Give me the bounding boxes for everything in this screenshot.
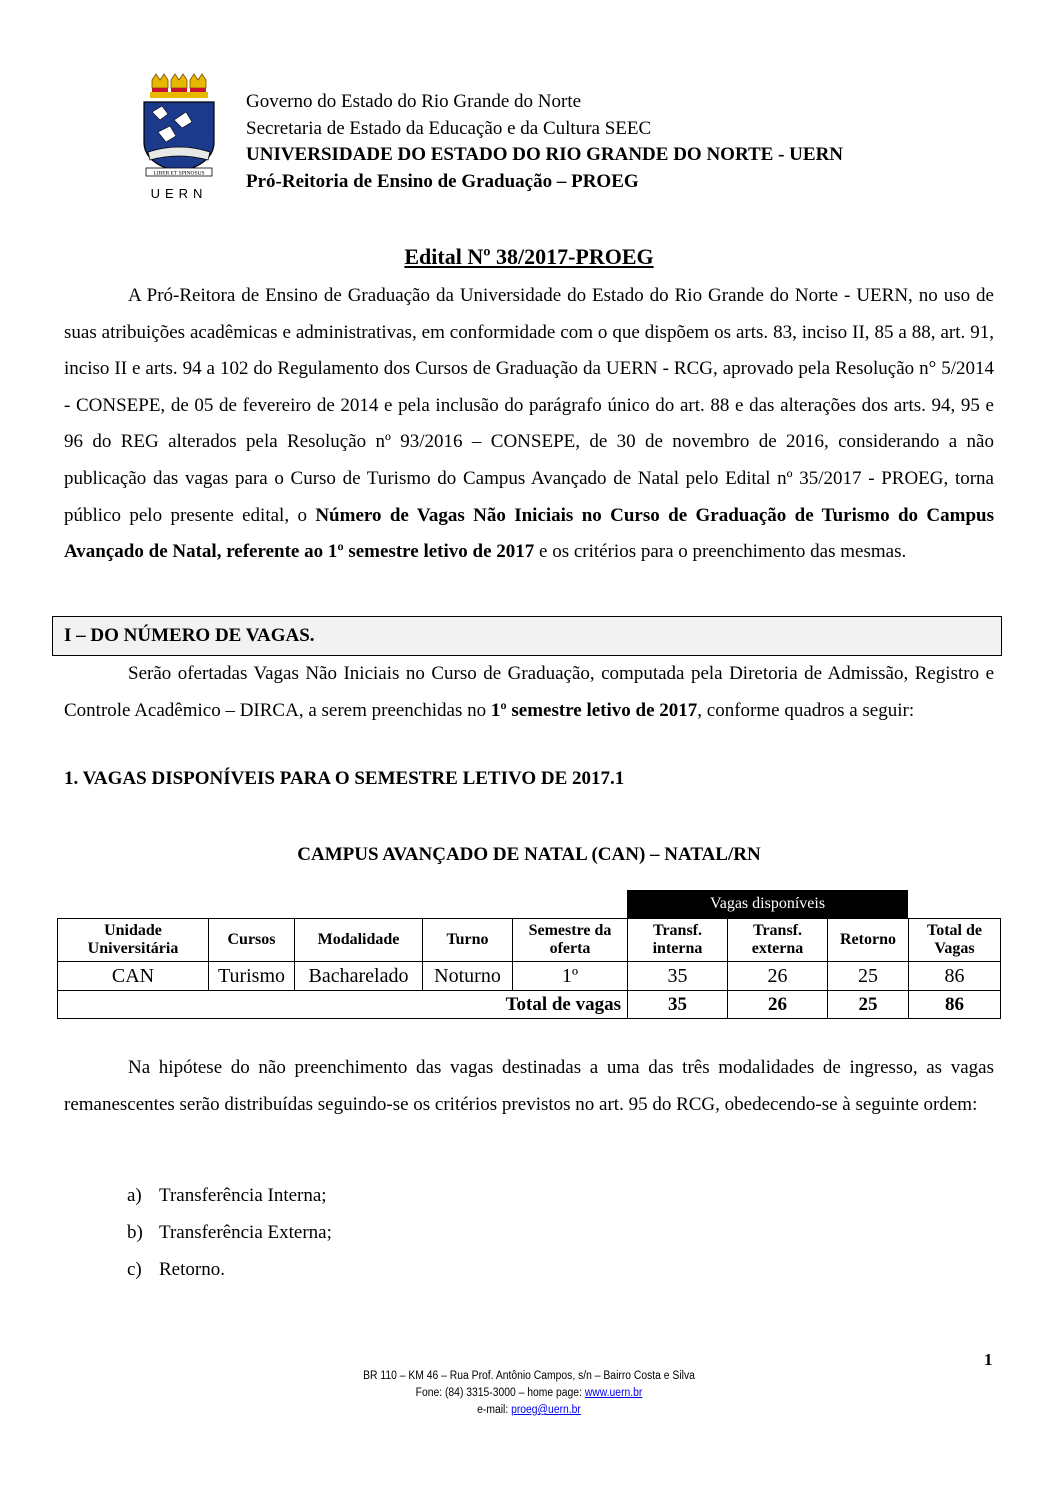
- list-item: [127, 1259, 225, 1281]
- table-header-row: [58, 919, 1001, 962]
- section-heading-box: [52, 616, 1002, 656]
- list-item: [127, 1222, 332, 1244]
- campus-title: CAMPUS AVANÇADO DE NATAL (CAN) – NATAL/RN: [297, 844, 761, 865]
- total-cell: 35: [628, 991, 728, 1019]
- intro-paragraph: [64, 278, 994, 571]
- intro-text: A Pró-Reitora de Ensino de Graduação da Universidade do Estado do Rio Grande do Norte - UERN, no uso de suas atribuições acadêmicas e administrativas, em conformidade com o que dispõem os arts. 83, inciso II, 85 a 88, art. 91, inciso II e arts. 94 a 102 do Regulamento dos Cursos de Graduação da UERN - RCG, aprovado pela Resolução n° 5/2014 - CONSEPE, de 05 de fevereiro de 2014 e pela inclusão do parágrafo único do art. 88 e das alterações dos arts. 94, 95 e 96 do REG alterados pela Resolução nº 93/2016 – CONSEPE, de 30 de novembro de 2016, considerando a não publicação das vagas para o Curso de Turismo do Campus Avançado de Natal pelo Edital nº 35/2017 - PROEG, torna público pelo presente edital, o: [64, 285, 994, 526]
- footer-email-label: e-mail:: [477, 1404, 509, 1416]
- list-marker: c): [127, 1259, 142, 1280]
- svg-text:LIBER ET SPINOSUS: LIBER ET SPINOSUS: [153, 170, 205, 177]
- table-header-cell: Retorno: [828, 919, 909, 962]
- letterhead-government: Governo do Estado do Rio Grande do Norte: [246, 91, 582, 112]
- footer-phone: Fone: (84) 3315-3000 – home page:: [415, 1387, 582, 1399]
- total-cell: 25: [828, 991, 909, 1019]
- list-text: Retorno.: [159, 1259, 225, 1280]
- total-cell: 86: [909, 991, 1001, 1019]
- table-cell: Noturno: [423, 962, 513, 991]
- table-header-cell: Transf. interna: [628, 919, 728, 962]
- footer-address: BR 110 – KM 46 – Rua Prof. Antônio Campos, s/n – Bairro Costa e Silva: [363, 1370, 695, 1382]
- list-item: [127, 1185, 327, 1207]
- page-number: 1: [984, 1350, 993, 1369]
- table-header-cell: Semestre da oferta: [513, 919, 628, 962]
- total-cell: 26: [728, 991, 828, 1019]
- vacancies-subheading: 1. VAGAS DISPONÍVEIS PARA O SEMESTRE LETIVO DE 2017.1: [64, 768, 625, 789]
- table-header-cell: Unidade Universitária: [58, 919, 209, 962]
- email-link[interactable]: proeg@uern.br: [511, 1404, 581, 1416]
- table-cell: Bacharelado: [295, 962, 423, 991]
- table-header-cell: Transf. externa: [728, 919, 828, 962]
- letterhead-university: UNIVERSIDADE DO ESTADO DO RIO GRANDE DO NORTE - UERN: [246, 144, 844, 165]
- intro-bold-text: Número de Vagas Não Iniciais no Curso de Graduação de Turismo do Campus Avançado de Natal, referente ao 1º semestre letivo de 2017: [64, 504, 994, 563]
- table-cell: CAN: [58, 962, 209, 991]
- page-footer: [53, 1368, 1005, 1419]
- letterhead: [246, 89, 843, 195]
- distribution-paragraph: Na hipótese do não preenchimento das vagas destinadas a uma das três modalidades de ingresso, as vagas remanescentes serão distribuídas seguindo-se os critérios previstos no art. 95 do RCG, obedecendo-se à seguinte ordem:: [64, 1057, 994, 1115]
- table-header-cell: Total de Vagas: [909, 919, 1001, 962]
- footer-contact: [53, 1385, 1005, 1402]
- table-header-cell: Modalidade: [295, 919, 423, 962]
- uern-crest-logo: [138, 72, 220, 204]
- table-cell: 26: [728, 962, 828, 991]
- letterhead-proeg: Pró-Reitoria de Ensino de Graduação – PROEG: [246, 170, 639, 192]
- section-paragraph: [64, 656, 994, 729]
- table-header-cell: Turno: [423, 919, 513, 962]
- footer-email: [53, 1402, 1005, 1419]
- table-cell: 35: [628, 962, 728, 991]
- homepage-link[interactable]: www.uern.br: [584, 1387, 643, 1399]
- table-cell: 25: [828, 962, 909, 991]
- section-para-bold: 1º semestre letivo de 2017: [490, 699, 698, 721]
- list-text: Transferência Interna;: [159, 1185, 327, 1206]
- list-marker: b): [127, 1222, 143, 1243]
- letterhead-secretariat: Secretaria de Estado da Educação e da Cultura SEEC: [246, 117, 652, 139]
- section-para-end: , conforme quadros a seguir:: [697, 699, 915, 721]
- table-row: [58, 962, 1001, 991]
- table-header-cell: Cursos: [209, 919, 295, 962]
- table-cell: 1º: [513, 962, 628, 991]
- section-para-text: Serão ofertadas Vagas Não Iniciais no Curso de Graduação, computada pela Diretoria de Admissão, Registro e Controle Acadêmico – DIRCA, a serem preenchidas no: [64, 663, 994, 721]
- table-cell: 86: [909, 962, 1001, 991]
- list-text: Transferência Externa;: [159, 1222, 332, 1243]
- section-heading: I – DO NÚMERO DE VAGAS.: [64, 625, 315, 646]
- total-label: Total de vagas: [58, 991, 628, 1019]
- edital-title: Edital Nº 38/2017-PROEG: [404, 244, 654, 269]
- svg-text:UERN: UERN: [150, 186, 208, 201]
- intro-end-text: e os critérios para o preenchimento das mesmas.: [539, 541, 907, 563]
- table-total-row: [58, 991, 1001, 1019]
- vacancies-table: [57, 918, 1001, 1019]
- list-marker: a): [127, 1185, 142, 1206]
- table-cell: Turismo: [209, 962, 295, 991]
- vagas-disponiveis-header: Vagas disponíveis: [627, 890, 908, 918]
- crowns-icon: [150, 74, 208, 98]
